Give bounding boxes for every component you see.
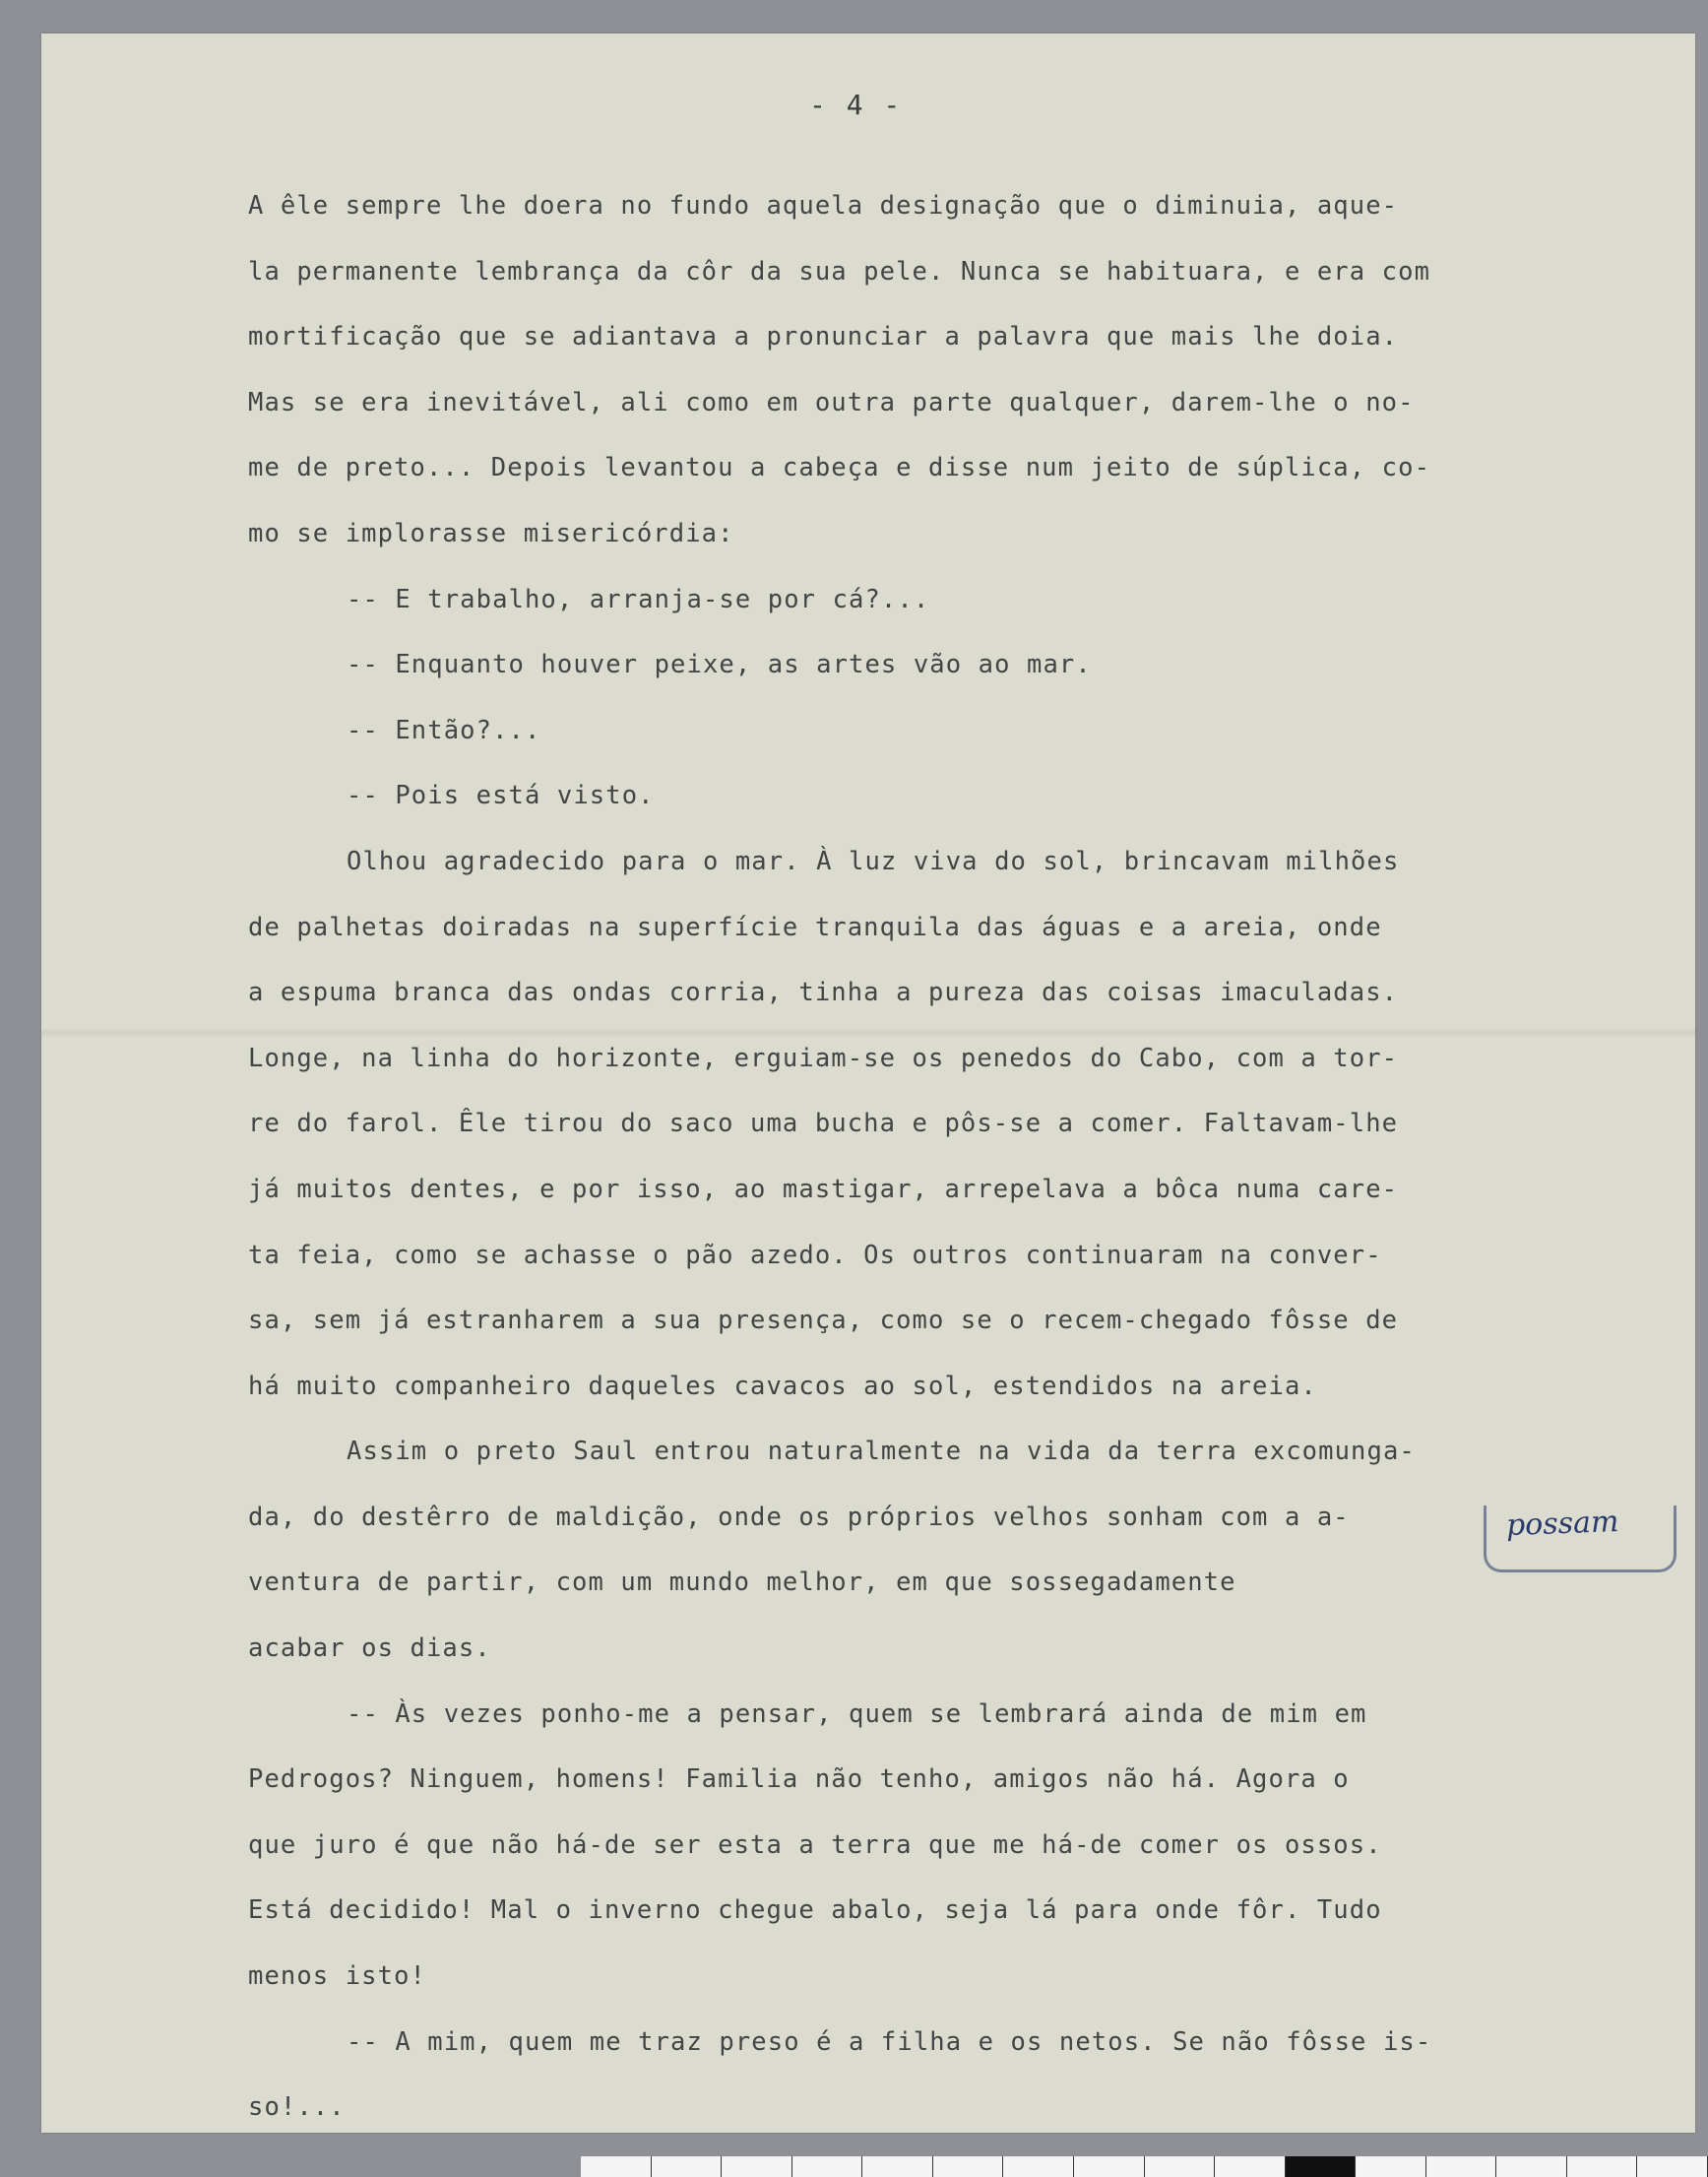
ruler-segment <box>1145 2156 1216 2177</box>
text-line: mo se implorasse misericórdia: <box>248 518 734 548</box>
text-line: sa, sem já estranharem a sua presença, como se o recem-chegado fôsse de <box>248 1306 1399 1336</box>
text-line: la permanente lembrança da côr da sua pele. Nunca se habituara, e era com <box>248 256 1431 287</box>
dialogue-line: -- Então?... <box>347 715 541 745</box>
text-line: me de preto... Depois levantou a cabeça e disse num jeito de súplica, co- <box>248 453 1431 483</box>
document-page <box>41 33 1695 2133</box>
ruler-segment <box>1003 2156 1074 2177</box>
text-line: a espuma branca das ondas corria, tinha a pureza das coisas imaculadas. <box>248 978 1399 1008</box>
text-line: acabar os dias. <box>248 1633 491 1664</box>
ruler-segment <box>1215 2156 1286 2177</box>
ruler-segment <box>933 2156 1004 2177</box>
text-line: re do farol. Êle tirou do saco uma bucha e pôs-se a comer. Faltavam-lhe <box>248 1109 1399 1139</box>
ruler-segment <box>581 2156 652 2177</box>
ruler-segment <box>1356 2156 1426 2177</box>
text-line: Está decidido! Mal o inverno chegue abalo, seja lá para onde fôr. Tudo <box>248 1895 1382 1926</box>
text-line: Mas se era inevitável, ali como em outra parte qualquer, darem-lhe o no- <box>248 387 1415 417</box>
text-line: mortificação que se adiantava a pronunciar a palavra que mais lhe doia. <box>248 322 1399 352</box>
text-line: menos isto! <box>248 1961 426 1992</box>
paragraph-start-line: Assim o preto Saul entrou naturalmente na vida da terra excomunga- <box>347 1437 1416 1467</box>
ruler-segment <box>652 2156 723 2177</box>
text-line: já muitos dentes, e por isso, ao mastigar, arrepelava a bôca numa care- <box>248 1174 1399 1204</box>
dialogue-line: -- A mim, quem me traz preso é a filha e os netos. Se não fôsse is- <box>347 2026 1432 2057</box>
ruler-segment <box>1426 2156 1497 2177</box>
text-line: de palhetas doiradas na superfície tranquila das águas e a areia, onde <box>248 912 1382 942</box>
ruler-segment <box>1074 2156 1145 2177</box>
text-line: so!... <box>248 2092 346 2123</box>
dialogue-line: -- Pois está visto. <box>347 781 655 811</box>
ruler-segment <box>862 2156 933 2177</box>
scale-ruler <box>581 2156 1708 2177</box>
text-line: ventura de partir, com um mundo melhor, em que sossegadamente <box>248 1568 1236 1598</box>
text-line: há muito companheiro daqueles cavacos ao sol, estendidos na areia. <box>248 1371 1317 1401</box>
typed-text-body <box>248 173 1708 2141</box>
text-line: da, do destêrro de maldição, onde os próprios velhos sonham com a a- <box>248 1502 1350 1532</box>
text-line: que juro é que não há-de ser esta a terra que me há-de comer os ossos. <box>248 1829 1382 1860</box>
text-line: Pedrogos? Ninguem, homens! Familia não tenho, amigos não há. Agora o <box>248 1764 1350 1795</box>
ruler-segment <box>1496 2156 1567 2177</box>
text-line: A êle sempre lhe doera no fundo aquela designação que o diminuia, aque- <box>248 191 1399 221</box>
ruler-segment <box>1637 2156 1708 2177</box>
handwritten-correction: possam <box>1505 1505 1619 1543</box>
page-number: - 4 - <box>809 89 903 121</box>
ruler-segment <box>722 2156 792 2177</box>
dialogue-line: -- Enquanto houver peixe, as artes vão ao mar. <box>347 650 1092 680</box>
ruler-segment <box>1567 2156 1638 2177</box>
text-line: Longe, na linha do horizonte, erguiam-se os penedos do Cabo, com a tor- <box>248 1043 1399 1073</box>
paragraph-start-line: Olhou agradecido para o mar. À luz viva do sol, brincavam milhões <box>347 846 1400 876</box>
dialogue-line: -- E trabalho, arranja-se por cá?... <box>347 584 930 614</box>
ruler-segment <box>792 2156 863 2177</box>
ruler-segment <box>1286 2156 1357 2177</box>
text-line: ta feia, como se achasse o pão azedo. Os outros continuaram na conver- <box>248 1240 1382 1270</box>
dialogue-line: -- Às vezes ponho-me a pensar, quem se lembrará ainda de mim em <box>347 1698 1367 1729</box>
